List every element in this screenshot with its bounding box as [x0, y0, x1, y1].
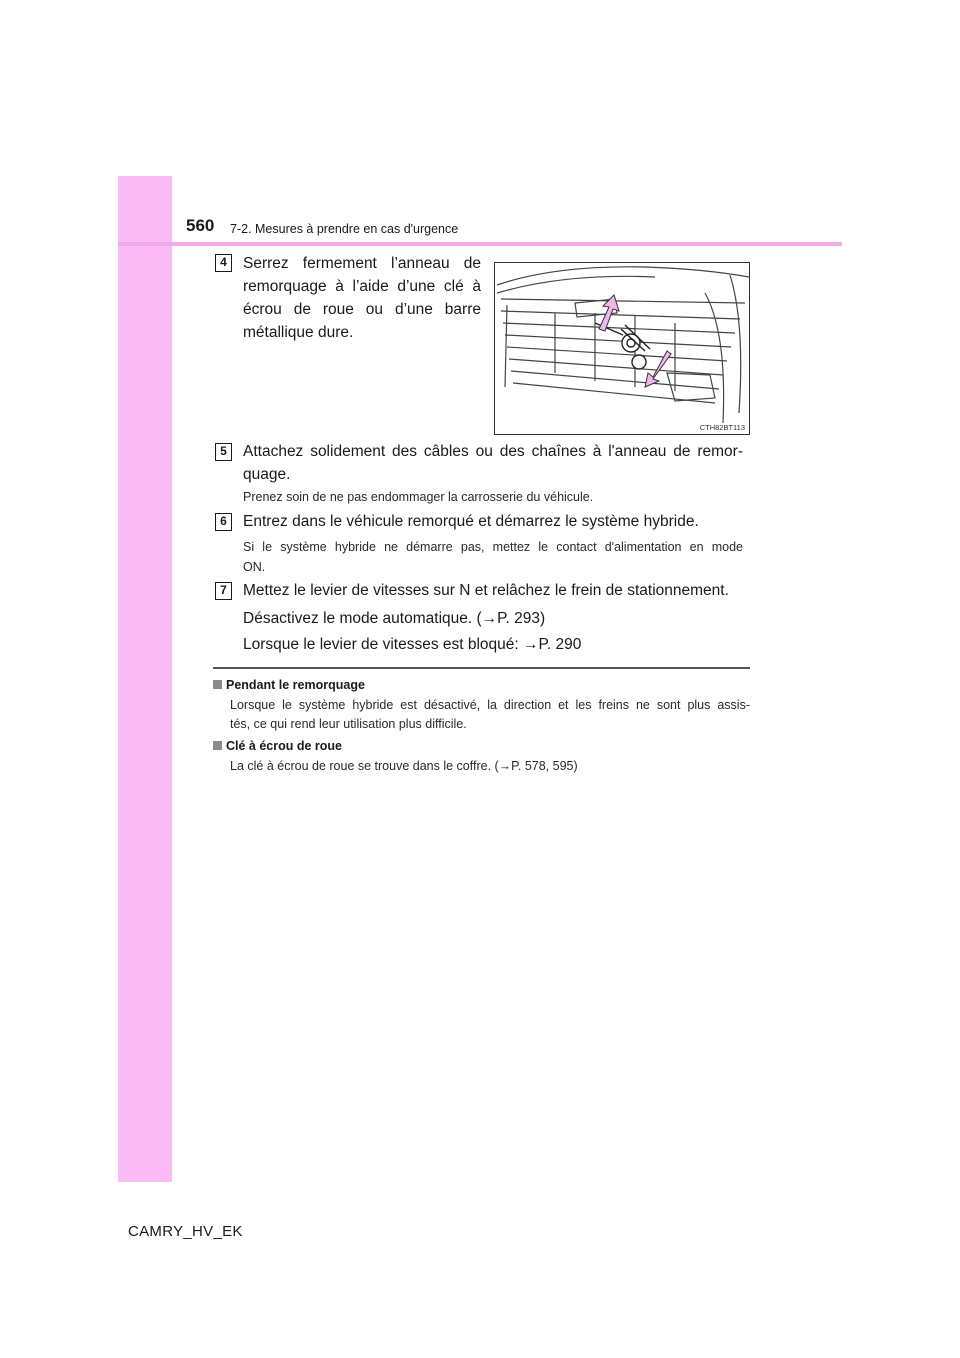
info-towing-line-2: tés, ce qui rend leur utilisation plus difficile. — [230, 717, 467, 731]
step-5-line-1: Attachez solidement des câbles ou des chaînes à l'anneau de remor- — [243, 443, 743, 460]
step-badge-4: 4 — [215, 254, 232, 272]
step-4-line-2: remorquage à l’aide d’une clé à — [243, 278, 481, 295]
tow-eye-grille-illustration — [495, 263, 750, 435]
info-wrench-line-1: La clé à écrou de roue se trouve dans le coffre. (→P. 578, 595) — [230, 759, 578, 773]
step-5-line-2: quage. — [243, 466, 291, 483]
model-code: CAMRY_HV_EK — [128, 1223, 243, 1240]
square-bullet-icon — [213, 680, 222, 689]
step-badge-7: 7 — [215, 582, 232, 600]
step-4-line-1: Serrez fermement l’anneau de — [243, 255, 481, 272]
info-title-wrench — [213, 739, 342, 753]
step-7-line-3: Lorsque le levier de vitesses est bloqué: →P. 290 — [243, 636, 582, 653]
info-title-towing-text: Pendant le remorquage — [226, 678, 365, 692]
info-divider — [213, 667, 750, 669]
section-title: 7-2. Mesures à prendre en cas d'urgence — [230, 222, 459, 236]
figure-code: CTH82BT113 — [699, 423, 745, 432]
step-4-line-3: écrou de roue ou d’une barre — [243, 301, 481, 318]
page-number: 560 — [186, 216, 215, 235]
header-rule — [118, 242, 842, 246]
step-7-text: Mettez le levier de vitesses sur N et relâchez le frein de stationnement. — [243, 582, 729, 599]
step-6-note-line-1: Si le système hybride ne démarre pas, mettez le contact d'alimentation en mode — [243, 540, 743, 554]
step-7-line-2: Désactivez le mode automatique. (→P. 293) — [243, 610, 546, 627]
tow-eye-figure — [494, 262, 750, 435]
step-6-note-line-2: ON. — [243, 560, 266, 574]
page-sidebar-band — [118, 176, 172, 1182]
step-badge-5: 5 — [215, 443, 232, 461]
step-6-text: Entrez dans le véhicule remorqué et démarrez le système hybride. — [243, 513, 699, 530]
info-towing-line-1: Lorsque le système hybride est désactivé, la direction et les freins ne sont plus assis- — [230, 698, 750, 712]
info-title-wrench-text: Clé à écrou de roue — [226, 739, 343, 753]
step-4-line-4: métallique dure. — [243, 324, 354, 341]
step-5-note: Prenez soin de ne pas endommager la carrosserie du véhicule. — [243, 490, 594, 504]
square-bullet-icon — [213, 741, 222, 750]
info-title-towing — [213, 678, 365, 692]
step-badge-6: 6 — [215, 513, 232, 531]
